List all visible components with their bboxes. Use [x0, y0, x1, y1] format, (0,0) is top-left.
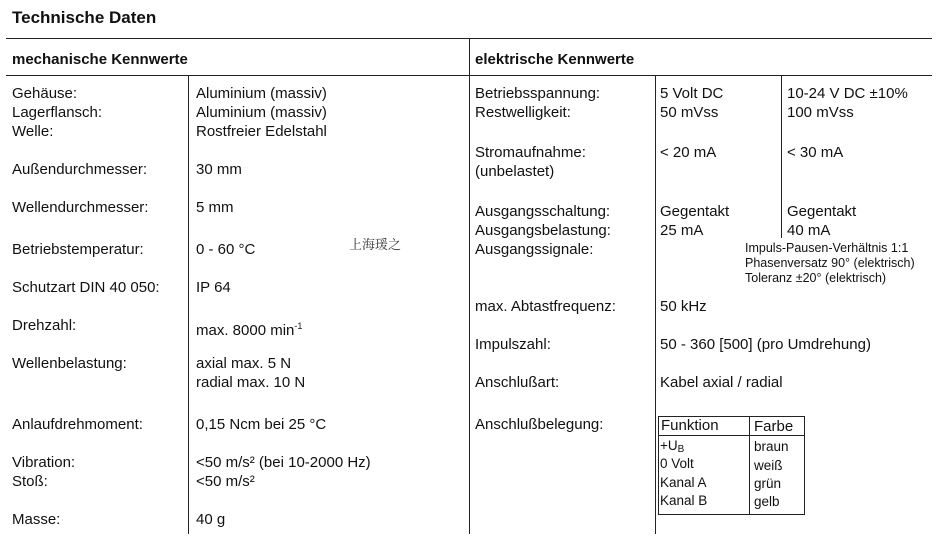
conn-farbe-gruen: grün: [754, 476, 782, 491]
label-wellendurchmesser: Wellendurchmesser:: [12, 199, 149, 216]
conn-table-col-divider: [749, 417, 750, 514]
label-betriebsspannung: Betriebsspannung:: [475, 85, 601, 102]
col2-schaltung: Gegentakt: [787, 203, 857, 220]
value-belastung-radial: radial max. 10 N: [196, 374, 306, 391]
label-lagerflansch: Lagerflansch:: [12, 104, 103, 121]
conn-funktion-kanal-b: Kanal B: [660, 493, 708, 508]
conn-head-funktion: Funktion: [661, 417, 719, 434]
value-welle: Rostfreier Edelstahl: [196, 123, 327, 140]
elec-header: elektrische Kennwerte: [475, 51, 635, 68]
value-drehzahl: [196, 317, 302, 340]
value-aussendurchmesser: 30 mm: [196, 161, 242, 178]
col2-strom: < 30 mA: [787, 144, 844, 161]
value-gehaeuse: Aluminium (massiv): [196, 85, 327, 102]
col1-spannung: 5 Volt DC: [660, 85, 724, 102]
conn-head-farbe: Farbe: [754, 418, 794, 435]
label-stromaufnahme: Stromaufnahme:: [475, 144, 586, 161]
value-anschlussart: Kabel axial / radial: [660, 374, 783, 391]
signal-note-impuls: Impuls-Pausen-Verhältnis 1:1: [745, 241, 909, 255]
elec-variant-divider: [781, 75, 782, 238]
conn-farbe-braun: braun: [754, 439, 789, 454]
conn-farbe-weiss: weiß: [754, 458, 783, 473]
col2-restwelligkeit: 100 mVss: [787, 104, 854, 121]
value-anlaufdrehmoment: 0,15 Ncm bei 25 °C: [196, 416, 327, 433]
label-anschlussbelegung: Anschlußbelegung:: [475, 416, 604, 433]
label-vibration: Vibration:: [12, 454, 76, 471]
value-betriebstemperatur: 0 - 60 °C: [196, 241, 256, 258]
conn-funktion-kanal-a: Kanal A: [660, 475, 707, 490]
value-vibration: <50 m/s² (bei 10-2000 Hz): [196, 454, 371, 471]
label-schutzart: Schutzart DIN 40 050:: [12, 279, 160, 296]
value-stoss: <50 m/s²: [196, 473, 255, 490]
section-divider: [469, 38, 470, 534]
signal-note-phase: Phasenversatz 90° (elektrisch): [745, 256, 915, 270]
drehzahl-exponent: -1: [294, 321, 303, 331]
col1-strom: < 20 mA: [660, 144, 717, 161]
label-restwelligkeit: Restwelligkeit:: [475, 104, 571, 121]
ub-plus: +U: [660, 438, 678, 453]
label-ausgangsbelastung: Ausgangsbelastung:: [475, 222, 611, 239]
col2-spannung: 10-24 V DC ±10%: [787, 85, 908, 102]
drehzahl-text: max. 8000 min: [196, 322, 295, 339]
label-wellenbelastung: Wellenbelastung:: [12, 355, 127, 372]
connection-table: [658, 416, 805, 515]
col1-belastung: 25 mA: [660, 222, 704, 239]
col2-belastung: 40 mA: [787, 222, 831, 239]
value-wellendurchmesser: 5 mm: [196, 199, 234, 216]
mech-header: mechanische Kennwerte: [12, 51, 188, 68]
value-belastung-axial: axial max. 5 N: [196, 355, 292, 372]
label-welle: Welle:: [12, 123, 54, 140]
value-lagerflansch: Aluminium (massiv): [196, 104, 327, 121]
col1-schaltung: Gegentakt: [660, 203, 730, 220]
label-abtastfrequenz: max. Abtastfrequenz:: [475, 298, 616, 315]
label-drehzahl: Drehzahl:: [12, 317, 77, 334]
value-impulszahl: 50 - 360 [500] (pro Umdrehung): [660, 336, 871, 353]
conn-farbe-gelb: gelb: [754, 494, 780, 509]
label-masse: Masse:: [12, 511, 61, 528]
label-ausgangsschaltung: Ausgangsschaltung:: [475, 203, 611, 220]
page-title: Technische Daten: [12, 8, 157, 27]
label-anlaufdrehmoment: Anlaufdrehmoment:: [12, 416, 143, 433]
conn-funktion-0volt: 0 Volt: [660, 456, 694, 471]
value-abtastfrequenz: 50 kHz: [660, 298, 707, 315]
label-anschlussart: Anschlußart:: [475, 374, 560, 391]
signal-note-toleranz: Toleranz ±20° (elektrisch): [745, 271, 887, 285]
watermark-text: 上海瑗之: [349, 238, 402, 253]
label-impulszahl: Impulszahl:: [475, 336, 551, 353]
value-schutzart: IP 64: [196, 279, 231, 296]
mech-column-divider: [188, 75, 189, 534]
label-unbelastet: (unbelastet): [475, 163, 555, 180]
label-aussendurchmesser: Außendurchmesser:: [12, 161, 148, 178]
col1-restwelligkeit: 50 mVss: [660, 104, 719, 121]
label-betriebstemperatur: Betriebstemperatur:: [12, 241, 144, 258]
label-stoss: Stoß:: [12, 473, 48, 490]
label-ausgangssignale: Ausgangssignale:: [475, 241, 594, 258]
elec-column-divider: [655, 75, 656, 534]
value-masse: 40 g: [196, 511, 226, 528]
label-gehaeuse: Gehäuse:: [12, 85, 78, 102]
ub-subscript: B: [677, 444, 685, 455]
